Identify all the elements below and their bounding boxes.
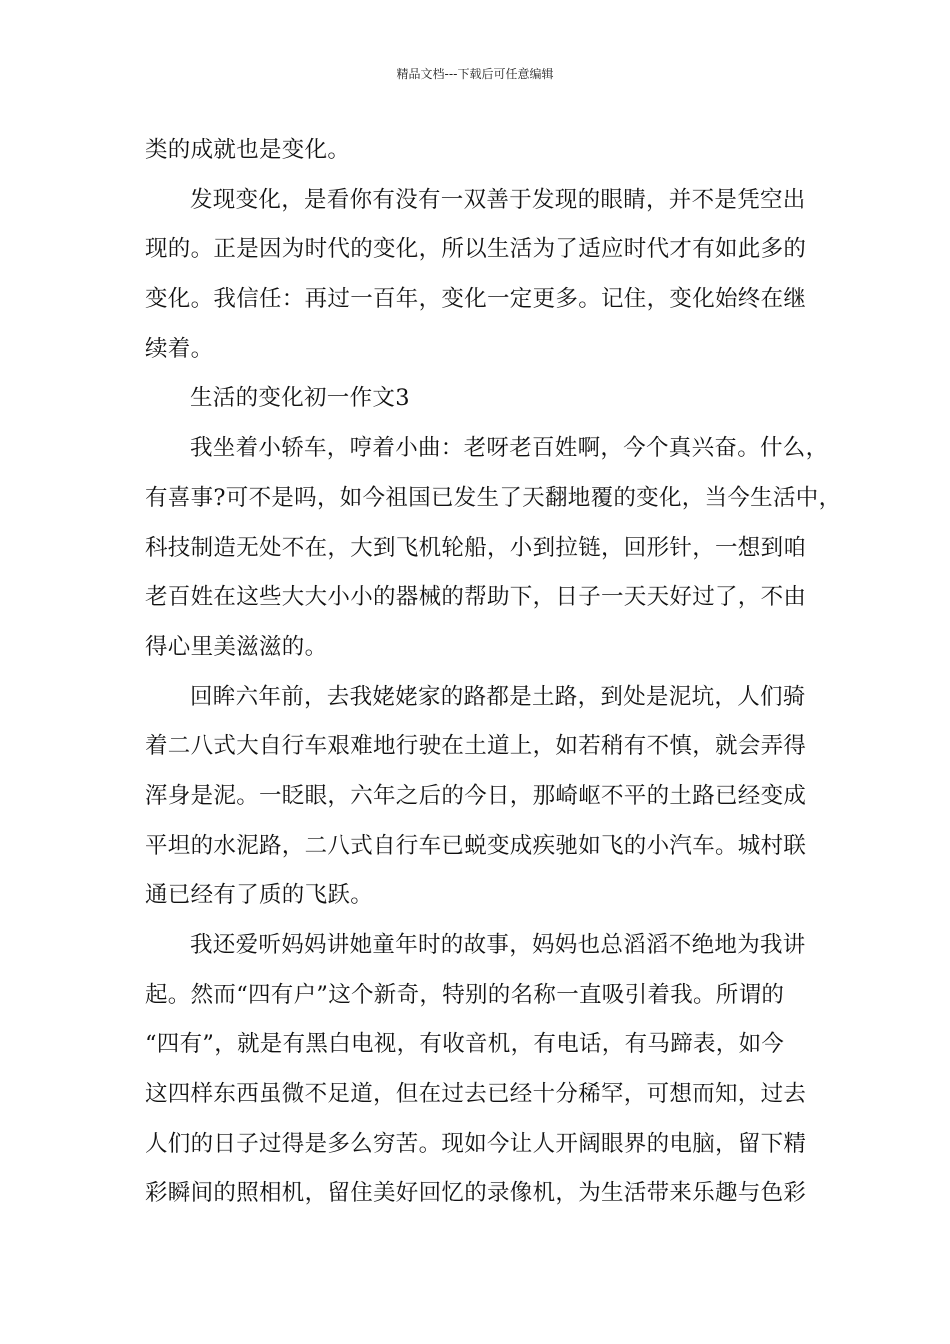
text-line: 回眸六年前，去我姥姥家的路都是土路，到处是泥坑，人们骑 <box>190 683 806 710</box>
text-line: 类的成就也是变化。 <box>145 137 351 163</box>
text-line: 老百姓在这些大大小小的器械的帮助下，日子一天天好过了，不由 <box>145 584 807 611</box>
text-line: 现的。正是因为时代的变化，所以生活为了适应时代才有如此多的 <box>145 236 807 263</box>
text-line: 这四样东西虽微不足道，但在过去已经十分稀罕，可想而知，过去 <box>145 1081 807 1108</box>
text-line: 科技制造无处不在，大到飞机轮船，小到拉链，回形针，一想到咱 <box>145 534 807 561</box>
text-line: 我还爱听妈妈讲她童年时的故事，妈妈也总滔滔不绝地为我讲 <box>190 932 806 958</box>
text-line: 我坐着小轿车，哼着小曲：老呀老百姓啊，今个真兴奋。什么， <box>190 435 829 462</box>
text-line: 通已经有了质的飞跃。 <box>145 882 374 909</box>
text-line: 得心里美滋滋的。 <box>145 633 328 660</box>
text-line: 变化。我信任：再过一百年，变化一定更多。记住，变化始终在继 <box>145 286 807 313</box>
text-line: 起。然而“四有户”这个新奇，特别的名称一直吸引着我。所谓的 <box>145 981 785 1008</box>
text-line: 发现变化，是看你有没有一双善于发现的眼睛，并不是凭空出 <box>190 186 806 213</box>
text-line: 着二八式大自行车艰难地行驶在土道上，如若稍有不慎，就会弄得 <box>145 733 807 760</box>
text-line: 浑身是泥。一眨眼，六年之后的今日，那崎岖不平的土路已经变成 <box>145 782 807 809</box>
page-header: 精品文档---下载后可任意编辑 <box>396 67 554 81</box>
document-body <box>145 126 842 1219</box>
text-line: 平坦的水泥路，二八式自行车已蜕变成疾驰如飞的小汽车。城村联 <box>145 832 807 859</box>
text-line: “四有”，就是有黑白电视，有收音机，有电话，有马蹄表，如今 <box>145 1031 785 1058</box>
text-line: 彩瞬间的照相机，留住美好回忆的录像机，为生活带来乐趣与色彩 <box>145 1180 807 1207</box>
section-heading: 生活的变化初一作文3 <box>190 385 410 412</box>
text-line: 有喜事?可不是吗，如今祖国已发生了天翻地覆的变化，当今生活中， <box>145 484 842 511</box>
text-line: 人们的日子过得是多么穷苦。现如今让人开阔眼界的电脑，留下精 <box>145 1130 807 1157</box>
text-line: 续着。 <box>145 335 214 362</box>
